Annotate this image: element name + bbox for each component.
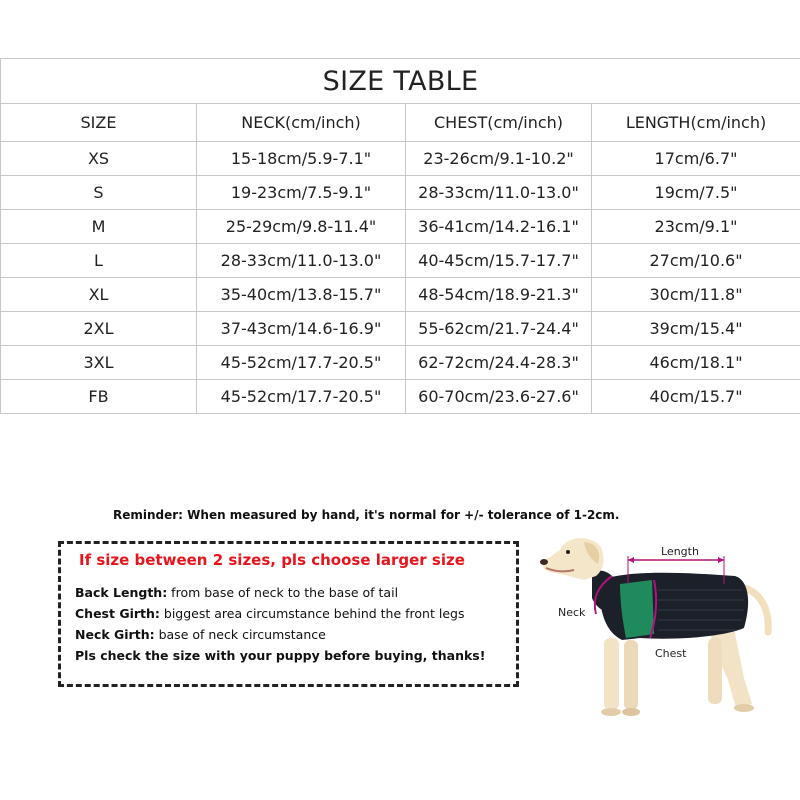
dog-in-vest-illustration: [530, 528, 800, 728]
note-desc: biggest area circumstance behind the front legs: [159, 606, 465, 621]
note-back-length: [75, 585, 398, 600]
table-header-row: [1, 104, 800, 142]
note-neck-girth: [75, 627, 326, 642]
length-cell: 40cm/15.7": [592, 380, 800, 414]
neck-cell: 15-18cm/5.9-7.1": [197, 142, 406, 176]
size-cell: M: [1, 210, 197, 244]
chest-cell: 48-54cm/18.9-21.3": [406, 278, 592, 312]
chest-cell: 62-72cm/24.4-28.3": [406, 346, 592, 380]
note-term: Chest Girth:: [75, 606, 160, 621]
chest-cell: 55-62cm/21.7-24.4": [406, 312, 592, 346]
table-row: [1, 210, 800, 244]
size-cell: FB: [1, 380, 197, 414]
table-body: [1, 142, 800, 414]
length-cell: 46cm/18.1": [592, 346, 800, 380]
table-row: [1, 244, 800, 278]
table-row: [1, 278, 800, 312]
header-size: SIZE: [1, 104, 197, 142]
length-label: Length: [661, 545, 699, 558]
chest-cell: 36-41cm/14.2-16.1": [406, 210, 592, 244]
dog-back-leg-2: [708, 638, 722, 704]
size-cell: 2XL: [1, 312, 197, 346]
reminder-text: Reminder: When measured by hand, it's normal for +/- tolerance of 1-2cm.: [113, 508, 620, 522]
length-cell: 17cm/6.7": [592, 142, 800, 176]
neck-cell: 45-52cm/17.7-20.5": [197, 346, 406, 380]
neck-cell: 25-29cm/9.8-11.4": [197, 210, 406, 244]
notes-headline: If size between 2 sizes, pls choose larger size: [79, 551, 465, 569]
length-cell: 19cm/7.5": [592, 176, 800, 210]
size-table: [0, 58, 800, 414]
length-arrow-head-left: [628, 557, 634, 563]
note-term: Back Length:: [75, 585, 168, 600]
chest-cell: 40-45cm/15.7-17.7": [406, 244, 592, 278]
header-length: LENGTH(cm/inch): [592, 104, 800, 142]
neck-label: Neck: [558, 606, 586, 619]
length-cell: 23cm/9.1": [592, 210, 800, 244]
table-row: [1, 312, 800, 346]
dog-nose: [540, 559, 548, 565]
note-term: Neck Girth:: [75, 627, 155, 642]
length-cell: 30cm/11.8": [592, 278, 800, 312]
notes-closing: Pls check the size with your puppy before buying, thanks!: [75, 648, 486, 663]
dog-paw: [734, 704, 754, 712]
size-cell: 3XL: [1, 346, 197, 380]
note-desc: base of neck circumstance: [154, 627, 326, 642]
notes-box: [58, 541, 519, 687]
dog-paw: [622, 708, 640, 716]
table-row: [1, 142, 800, 176]
vest-green-panel: [620, 580, 654, 638]
dog-paw: [601, 708, 621, 716]
dog-front-leg-2: [624, 640, 638, 710]
neck-cell: 35-40cm/13.8-15.7": [197, 278, 406, 312]
length-cell: 27cm/10.6": [592, 244, 800, 278]
size-cell: XL: [1, 278, 197, 312]
dog-eye: [566, 550, 570, 554]
dog-front-leg: [604, 638, 619, 710]
note-desc: from base of neck to the base of tail: [167, 585, 399, 600]
length-arrow-head-right: [718, 557, 724, 563]
size-cell: L: [1, 244, 197, 278]
table-row: [1, 346, 800, 380]
table-title: SIZE TABLE: [1, 59, 800, 104]
chest-cell: 28-33cm/11.0-13.0": [406, 176, 592, 210]
chest-label: Chest: [655, 647, 687, 660]
neck-cell: 28-33cm/11.0-13.0": [197, 244, 406, 278]
size-cell: XS: [1, 142, 197, 176]
table-row: [1, 380, 800, 414]
chest-cell: 23-26cm/9.1-10.2": [406, 142, 592, 176]
size-cell: S: [1, 176, 197, 210]
table-row: [1, 176, 800, 210]
length-cell: 39cm/15.4": [592, 312, 800, 346]
header-neck: NECK(cm/inch): [197, 104, 406, 142]
chest-cell: 60-70cm/23.6-27.6": [406, 380, 592, 414]
neck-cell: 19-23cm/7.5-9.1": [197, 176, 406, 210]
neck-cell: 45-52cm/17.7-20.5": [197, 380, 406, 414]
header-chest: CHEST(cm/inch): [406, 104, 592, 142]
neck-cell: 37-43cm/14.6-16.9": [197, 312, 406, 346]
note-chest-girth: [75, 606, 464, 621]
